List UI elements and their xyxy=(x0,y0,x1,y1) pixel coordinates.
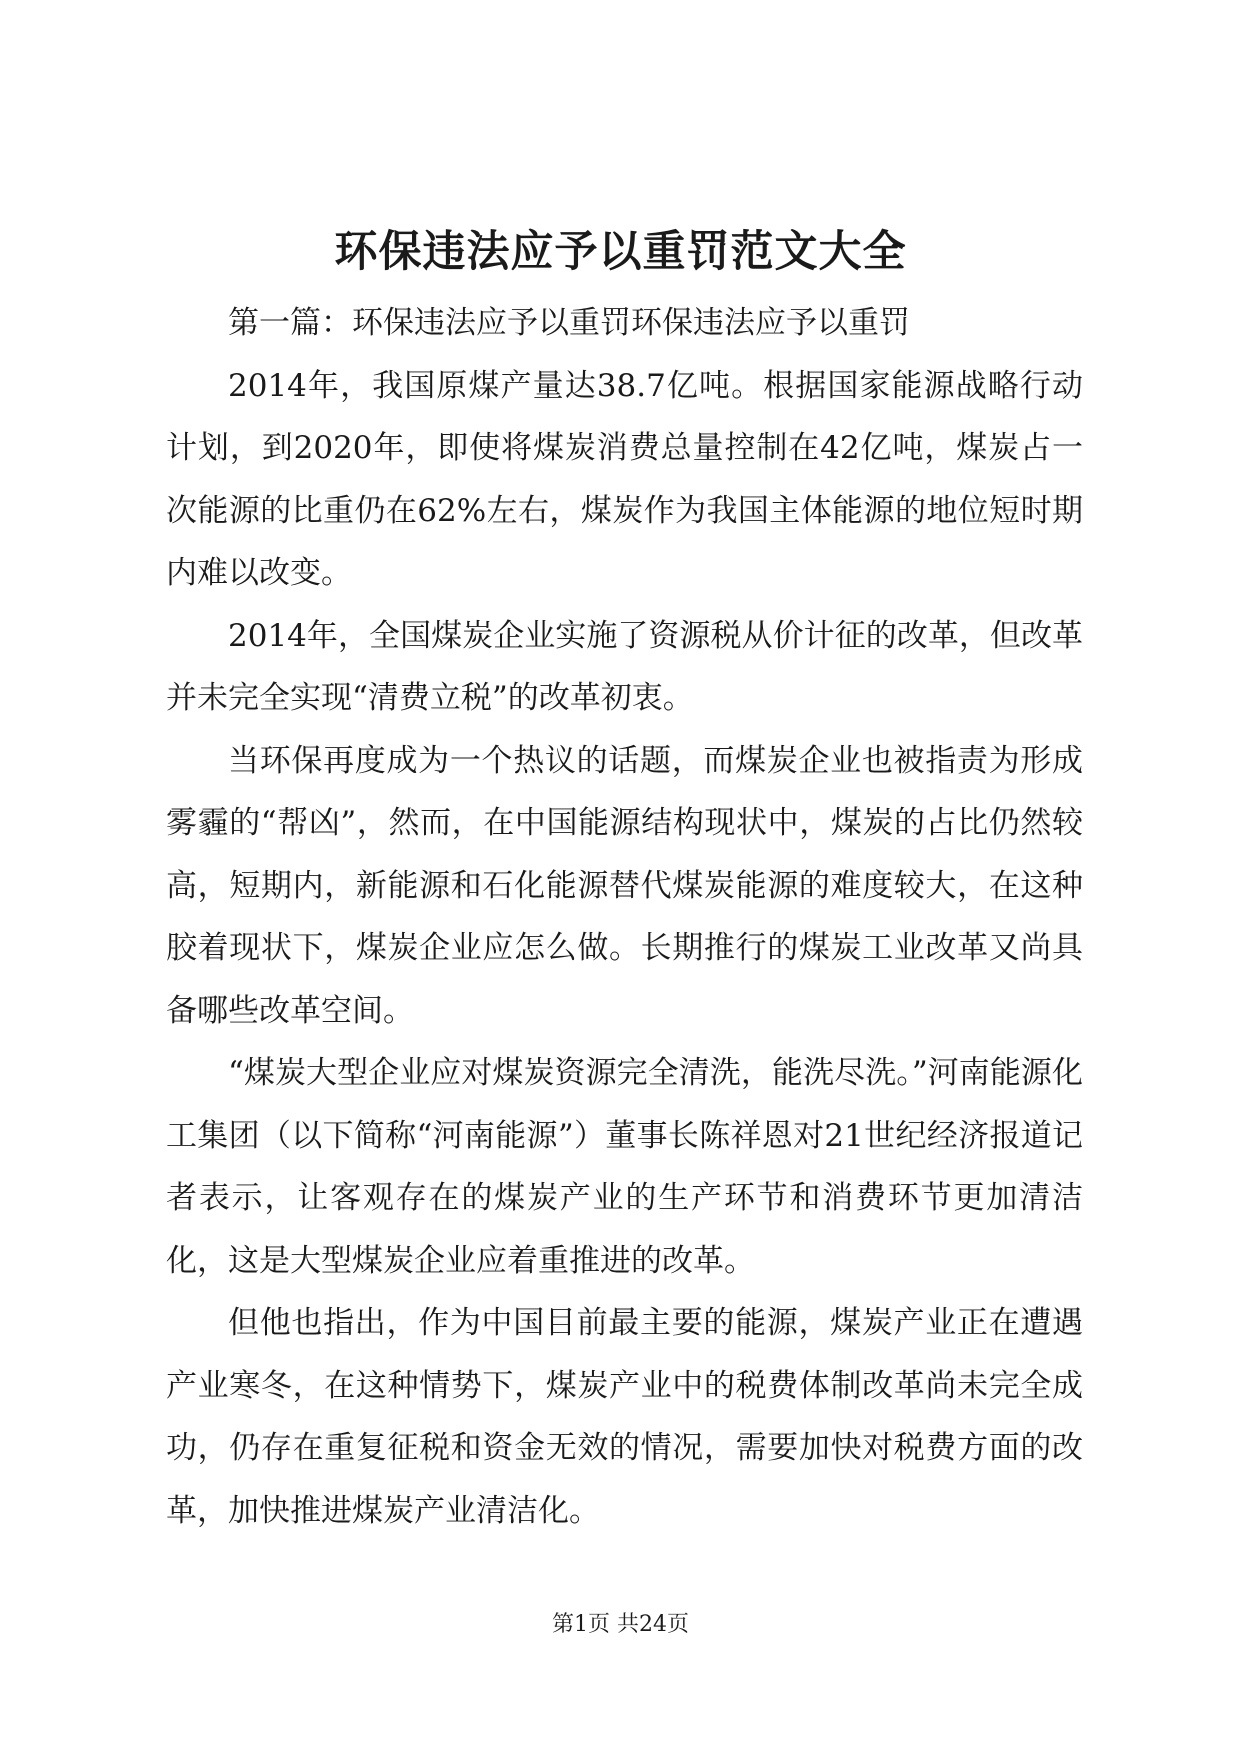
paragraph: “煤炭大型企业应对煤炭资源完全清洗，能洗尽洗。”河南能源化工集团（以下简称“河南能源”）董事长陈祥恩对21世纪经济报道记者表示，让客观存在的煤炭产业的生产环节和消费环节更加清洁化，这是大型煤炭企业应着重推进的改革。 xyxy=(166,1055,1083,1279)
section-heading: 第一篇：环保违法应予以重罚环保违法应予以重罚 xyxy=(228,305,910,341)
paragraph: 2014年，全国煤炭企业实施了资源税从价计征的改革，但改革并未完全实现“清费立税”的改革初衷。 xyxy=(166,617,1083,716)
paragraph: 2014年，我国原煤产量达38.7亿吨。根据国家能源战略行动计划，到2020年，即使将煤炭消费总量控制在42亿吨，煤炭占一次能源的比重仍在62%左右，煤炭作为我国主体能源的地位短时期内难以改变。 xyxy=(166,367,1083,591)
page-footer: 第1页 共24页 xyxy=(552,1612,689,1637)
document-title: 环保违法应予以重罚范文大全 xyxy=(334,227,907,277)
paragraph: 当环保再度成为一个热议的话题，而煤炭企业也被指责为形成雾霾的“帮凶”，然而，在中国能源结构现状中，煤炭的占比仍然较高，短期内，新能源和石化能源替代煤炭能源的难度较大，在这种胶着现状下，煤炭企业应怎么做。长期推行的煤炭工业改革又尚具备哪些改革空间。 xyxy=(166,742,1083,1029)
paragraph: 但他也指出，作为中国目前最主要的能源，煤炭产业正在遭遇产业寒冬，在这种情势下，煤炭产业中的税费体制改革尚未完全成功，仍存在重复征税和资金无效的情况，需要加快对税费方面的改革，加快推进煤炭产业清洁化。 xyxy=(166,1305,1083,1529)
document-body xyxy=(166,292,1083,1542)
